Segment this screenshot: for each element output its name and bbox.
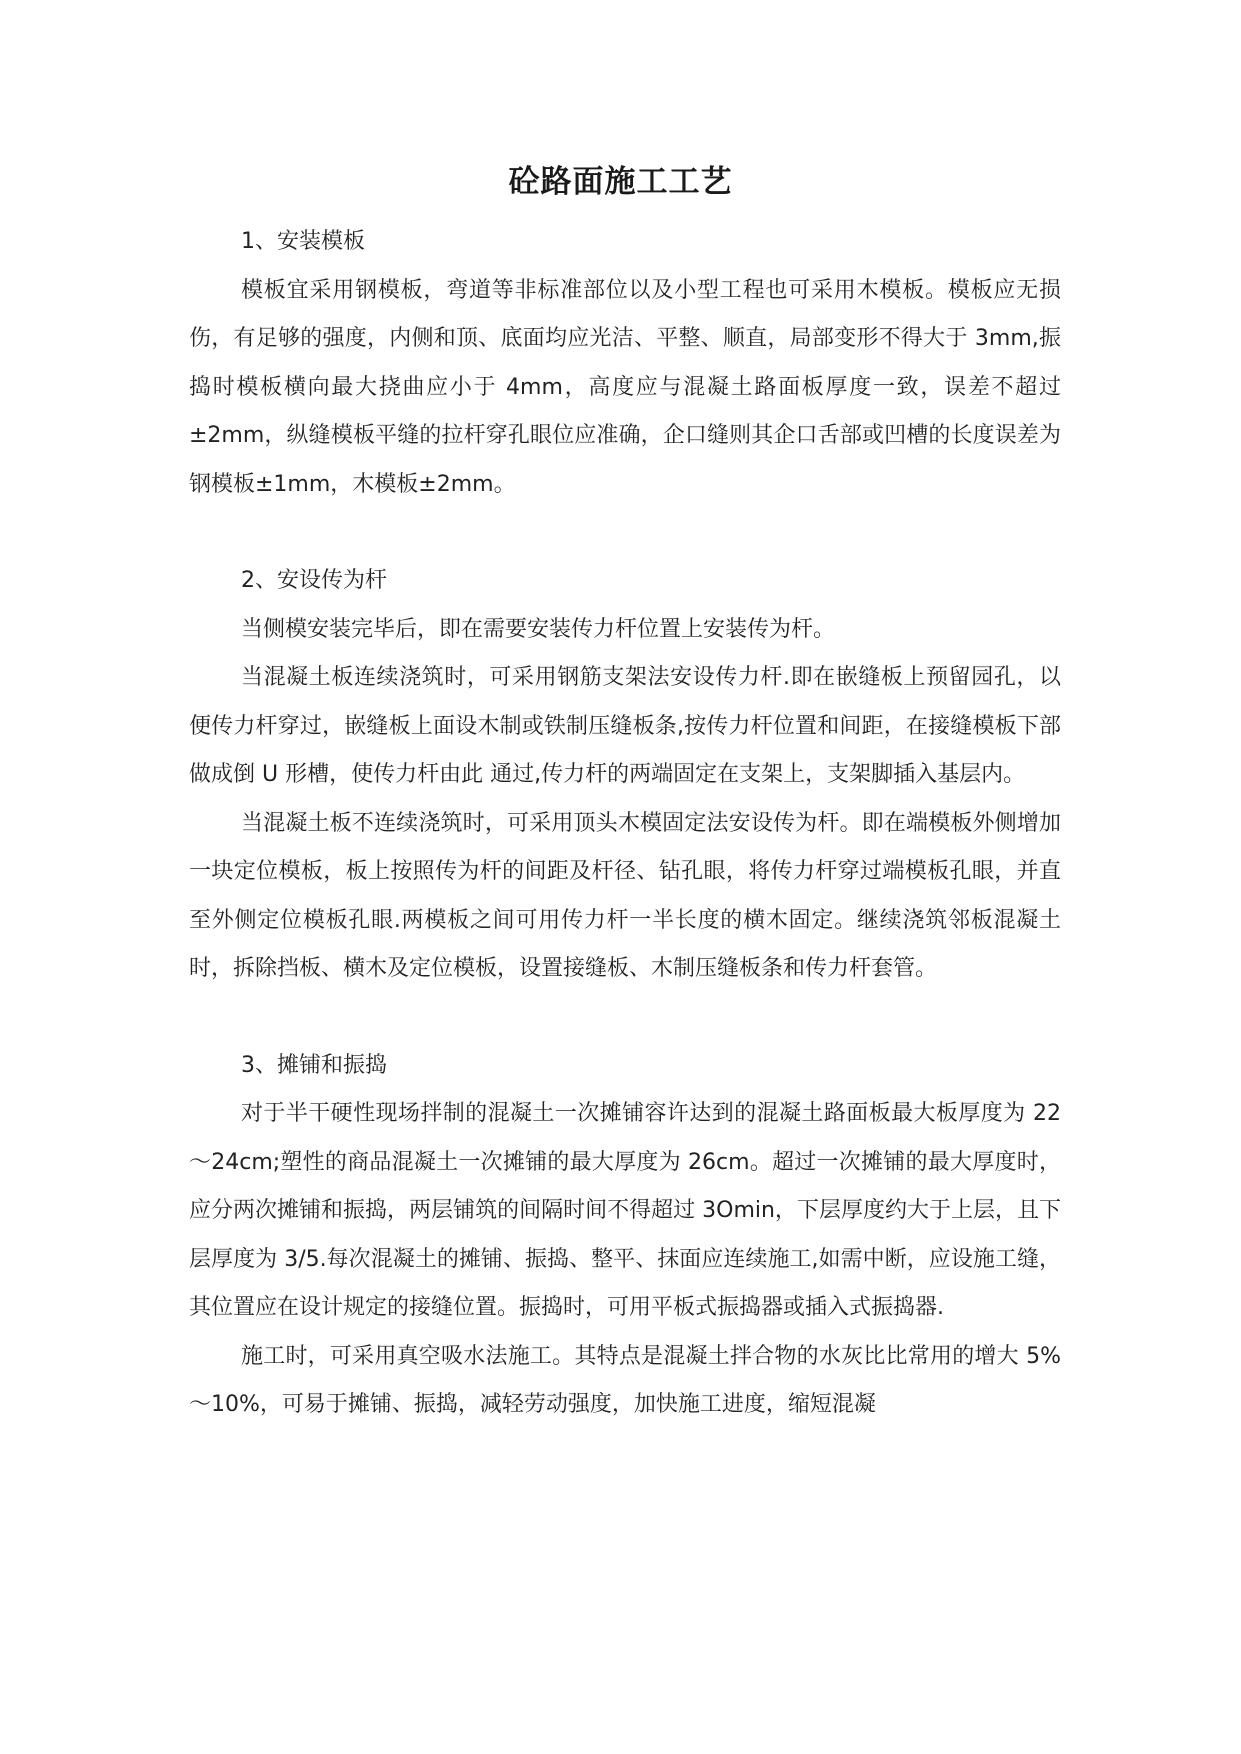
paragraph: 当混凝土板连续浇筑时，可采用钢筋支架法安设传力杆.即在嵌缝板上预留园孔，以便传力杆穿过，嵌缝板上面设木制或铁制压缝板条,按传力杆位置和间距，在接缝模板下部做成倒 U 形槽，使传力杆由此 通过,传力杆的两端固定在支架上，支架脚插入基层内。 <box>189 665 1061 787</box>
document-body <box>189 218 1061 1430</box>
paragraph: 当侧模安装完毕后，即在需要安装传力杆位置上安装传为杆。 <box>241 616 836 642</box>
section-spreading-vibrating <box>189 1042 1061 1430</box>
section-install-dowel-bars <box>189 557 1061 994</box>
section-heading: 2、安设传为杆 <box>241 568 387 593</box>
paragraph: 施工时，可采用真空吸水法施工。其特点是混凝土拌合物的水灰比比常用的增大 5%～10%，可易于摊铺、振捣，减轻劳动强度，加快施工进度，缩短混凝 <box>189 1343 1061 1417</box>
paragraph: 模板宜采用钢模板，弯道等非标准部位以及小型工程也可采用木模板。模板应无损伤，有足够的强度，内侧和顶、底面均应光洁、平整、顺直，局部变形不得大于 3mm,振捣时模板横向最大挠曲应小于 4mm，高度应与混凝土路面板厚度一致，误差不超过±2mm，纵缝模板平缝的拉杆穿孔眼位应准确，企口缝则其企口舌部或凹槽的长度误差为钢模板±1mm，木模板±2mm。 <box>189 277 1061 497</box>
paragraph: 当混凝土板不连续浇筑时，可采用顶头木模固定法安设传为杆。即在端模板外侧增加一块定位模板，板上按照传为杆的间距及杆径、钻孔眼，将传力杆穿过端模板孔眼，并直至外侧定位模板孔眼.两模板之间可用传力杆一半长度的横木固定。继续浇筑邻板混凝土时，拆除挡板、横木及定位模板，设置接缝板、木制压缝板条和传力杆套管。 <box>189 810 1061 981</box>
section-install-formwork <box>189 218 1061 509</box>
paragraph: 对于半干硬性现场拌制的混凝土一次摊铺容许达到的混凝土路面板最大板厚度为 22～24cm;塑性的商品混凝土一次摊铺的最大厚度为 26cm。超过一次摊铺的最大厚度时，应分两次摊铺和振捣，两层铺筑的间隔时间不得超过 3Omin，下层厚度约大于上层，且下层厚度为 3/5.每次混凝土的摊铺、振捣、整平、抹面应连续施工,如需中断，应设施工缝，其位置应在设计规定的接缝位置。振捣时，可用平板式振捣器或插入式振捣器. <box>189 1101 1061 1320</box>
section-heading: 1、安装模板 <box>241 229 365 254</box>
document-title: 砼路面施工工艺 <box>508 164 733 200</box>
section-heading: 3、摊铺和振捣 <box>241 1052 387 1078</box>
